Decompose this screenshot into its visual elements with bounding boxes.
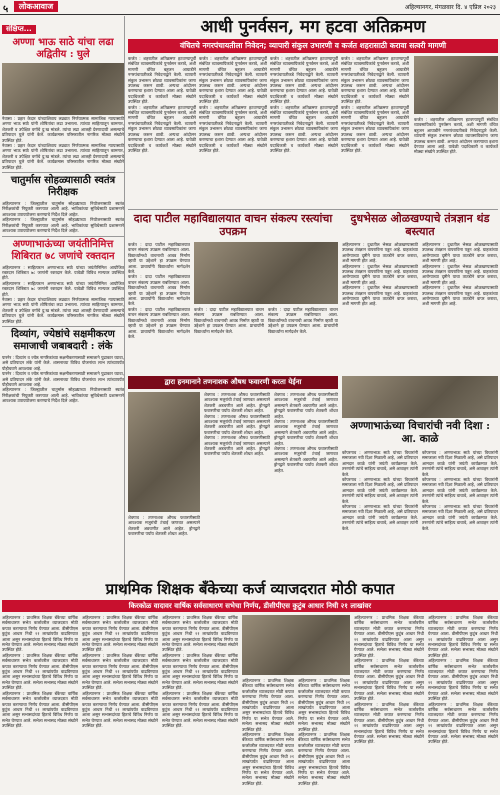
brief-headline-3: अण्णाभाऊंच्या जयंतीनिमित्त शिबिरात ७८ जणांचे रक्तदान xyxy=(2,236,124,263)
bottom-col-3 xyxy=(162,615,238,793)
annabhau-photo xyxy=(342,376,498,418)
lead-photo xyxy=(414,56,498,114)
bottom-text-3c: अहिल्यानगर : प्राथमिक शिक्षक बँकेच्या वार्षिक सर्वसाधारण सभेत कर्जावरील व्याजदरात मोठी कपात करण्याचा निर्णय घेण्यात आला. डीसीपीएस कुटुंब आधार निधी २१ लाखांपर्यंत वाढविण्यात आला असून सभासदांच्या हिताचे विविध निर्णय या सभेत घेण्यात आले. सभेला सभासद मोठ्या संख्येने उपस्थित होते. xyxy=(162,690,238,729)
dwara-text-1c: शेवगाव : तणनाशक औषध फवारणीसाठी आवश्यक मजुरांची टंचाई जाणवत असल्याने शेतकरी अडचणीत आले आहेत. ड्रोनद्वारे फवारणीचा पर्याय शेतकरी शोधत आहेत. xyxy=(204,435,270,457)
brief-text-4b: पारनेर : दिव्यांग व ज्येष्ठ नागरिकांच्या सक्षमीकरणासाठी समाजाने पुढाकार घ्यावा, असे प्रतिपादन लंके यांनी केले. शासनाच्या विविध योजनांचा लाभ त्यांच्यापर्यंत पोहोचवणे आवश्यक आहे. xyxy=(2,371,124,387)
brief-text-4: पारनेर : दिव्यांग व ज्येष्ठ नागरिकांच्या सक्षमीकरणासाठी समाजाने पुढाकार घ्यावा, असे प्रतिपादन लंके यांनी केले. शासनाच्या विविध योजनांचा लाभ त्यांच्यापर्यंत पोहोचवणे आवश्यक आहे. xyxy=(2,354,124,371)
divider xyxy=(128,209,498,210)
bottom-headline: प्राथमिक शिक्षक बँकेच्या कर्ज व्याजदरात मोठी कपात xyxy=(105,580,395,598)
left-briefs-column xyxy=(2,16,125,596)
lead-col-5 xyxy=(414,117,498,207)
masthead xyxy=(0,0,500,15)
doodh-text-2b: अहिल्यानगर : दुधातील भेसळ ओळखण्यासाठी उपलब्ध तंत्रज्ञान वापराविना पडून आहे. ग्राहकांच्या आरोग्याच्या दृष्टीने याचा तातडीने वापर करावा, अशी मागणी होत आहे. xyxy=(422,263,498,285)
bottom-col-4 xyxy=(242,678,294,793)
bottom-photo xyxy=(242,615,350,675)
bottom-text-2c: अहिल्यानगर : प्राथमिक शिक्षक बँकेच्या वार्षिक सर्वसाधारण सभेत कर्जावरील व्याजदरात मोठी कपात करण्याचा निर्णय घेण्यात आला. डीसीपीएस कुटुंब आधार निधी २१ लाखांपर्यंत वाढविण्यात आला असून सभासदांच्या हिताचे विविध निर्णय या सभेत घेण्यात आले. सभेला सभासद मोठ्या संख्येने उपस्थित होते. xyxy=(82,690,158,729)
annabhau-headline: अण्णाभाऊंच्या विचारांची नवी दिशा : आ. काळे xyxy=(349,420,490,445)
bottom-text-6: अहिल्यानगर : प्राथमिक शिक्षक बँकेच्या वार्षिक सर्वसाधारण सभेत कर्जावरील व्याजदरात मोठी कपात करण्याचा निर्णय घेण्यात आला. डीसीपीएस कुटुंब आधार निधी २१ लाखांपर्यंत वाढविण्यात आला असून सभासदांच्या हिताचे विविध निर्णय या सभेत घेण्यात आले. सभेला सभासद मोठ्या संख्येने उपस्थित होते. xyxy=(354,615,424,658)
lead-col-3 xyxy=(270,56,338,206)
brief-text-4c: अहिल्यानगर : जिल्ह्यातील चातुर्मास सोहळ्याच्या नियोजनासाठी स्वतंत्र निरीक्षकांची नियुक्ती करण्यात आली आहे. भाविकांच्या सुविधेसाठी प्रशासनाने आवश्यक उपाययोजना करण्याचे निर्देश दिले आहेत. xyxy=(2,387,124,404)
lead-headline: आधी पुनर्वसन, मग हटवा अतिक्रमण xyxy=(200,17,426,37)
brief-text-1: नेवासा : प्रहार केदार यांच्याशिवाय लढ्यात निर्णयात्मक सामाजिक न्यायासाठी अण्णा भाऊ साठे यांनी शोषितांचा लढा उभारला. त्यांच्या साहित्यातून कामगार, शेतकरी व उपेक्षित वर्गाचे दु:ख मांडले. त्यांचा लढा आजही प्रेरणादायी असल्याचे प्रतिपादन घुले यांनी केले. कार्यक्रमास परिसरातील नागरिक मोठ्या संख्येने उपस्थित होते. xyxy=(2,116,124,143)
bottom-text-6c: अहिल्यानगर : प्राथमिक शिक्षक बँकेच्या वार्षिक सर्वसाधारण सभेत कर्जावरील व्याजदरात मोठी कपात करण्याचा निर्णय घेण्यात आला. डीसीपीएस कुटुंब आधार निधी २१ लाखांपर्यंत वाढविण्यात आला असून सभासदांच्या हिताचे विविध निर्णय या सभेत घेण्यात आले. सभेला सभासद मोठ्या संख्येने उपस्थित होते. xyxy=(354,701,424,745)
brief-text-2: अहिल्यानगर : जिल्ह्यातील चातुर्मास सोहळ्याच्या नियोजनासाठी स्वतंत्र निरीक्षकांची नियुक्ती करण्यात आली आहे. भाविकांच्या सुविधेसाठी प्रशासनाने आवश्यक उपाययोजना करण्याचे निर्देश दिले आहेत. xyxy=(2,201,124,217)
brief-headline-1: अण्णा भाऊ साठे यांचा लढा अद्वितीय : घुले xyxy=(12,37,114,60)
lead-text-2b: कर्जत : शहरातील अतिक्रमण हटवण्यापूर्वी संबंधित व्यावसायिकांचे पुनर्वसन करावे, अशी मागणी वंचित बहुजन आघाडीने नगरपंचायतीकडे निवेदनाद्वारे केली. व्यापारी संकुल उभारून छोट्या व्यावसायिकांना जागा उपलब्ध करून द्यावी. अन्यथा आंदोलन करण्याचा इशारा देण्यात आला आहे. यावेळी पदाधिकारी व कार्यकर्ते मोठ्या संख्येने उपस्थित होते. xyxy=(199,104,267,153)
lead-text-3b: कर्जत : शहरातील अतिक्रमण हटवण्यापूर्वी संबंधित व्यावसायिकांचे पुनर्वसन करावे, अशी मागणी वंचित बहुजन आघाडीने नगरपंचायतीकडे निवेदनाद्वारे केली. व्यापारी संकुल उभारून छोट्या व्यावसायिकांना जागा उपलब्ध करून द्यावी. अन्यथा आंदोलन करण्याचा इशारा देण्यात आला आहे. यावेळी पदाधिकारी व कार्यकर्ते मोठ्या संख्येने उपस्थित होते. xyxy=(270,104,338,153)
brief-text-3: अहिल्यानगर : साहित्यरत्न अण्णाभाऊ साठे यांच्या जयंतीनिमित्त आयोजित रक्तदान शिबिरात ७८ जणांनी रक्तदान केले. यावेळी विविध मान्यवर उपस्थित होते. xyxy=(2,264,124,281)
lead-col-2 xyxy=(199,56,267,206)
newspaper-logo: लोकआवाज xyxy=(14,1,58,12)
bottom-text-5: अहिल्यानगर : प्राथमिक शिक्षक बँकेच्या वार्षिक सर्वसाधारण सभेत कर्जावरील व्याजदरात मोठी कपात करण्याचा निर्णय घेण्यात आला. डीसीपीएस कुटुंब आधार निधी २१ लाखांपर्यंत वाढविण्यात आला असून सभासदांच्या हिताचे विविध निर्णय या सभेत घेण्यात आले. सभेला सभासद मोठ्या संख्येने उपस्थित होते. xyxy=(298,678,350,732)
dwara-photo xyxy=(128,392,200,512)
brief-photo-1 xyxy=(2,63,124,115)
doodh-text-2: अहिल्यानगर : दुधातील भेसळ ओळखण्यासाठी उपलब्ध तंत्रज्ञान वापराविना पडून आहे. ग्राहकांच्या आरोग्याच्या दृष्टीने याचा तातडीने वापर करावा, अशी मागणी होत आहे. xyxy=(422,242,498,264)
annabhau-col-1 xyxy=(342,450,418,598)
dada-col-1 xyxy=(128,242,190,372)
bottom-text-7c: अहिल्यानगर : प्राथमिक शिक्षक बँकेच्या वार्षिक सर्वसाधारण सभेत कर्जावरील व्याजदरात मोठी कपात करण्याचा निर्णय घेण्यात आला. डीसीपीएस कुटुंब आधार निधी २१ लाखांपर्यंत वाढविण्यात आला असून सभासदांच्या हिताचे विविध निर्णय या सभेत घेण्यात आले. सभेला सभासद मोठ्या संख्येने उपस्थित होते. xyxy=(428,701,498,745)
dwara-headline: द्वारा हनमानाने तणनाशक औषध फवारणी करता येईना xyxy=(128,376,338,389)
lead-col-4 xyxy=(341,56,409,206)
annabhau-text-2: कोपरगाव : अण्णाभाऊ साठे यांच्या विचारांनी समाजाला नवी दिशा मिळाली आहे, असे प्रतिपादन आमदार काळे यांनी जयंती कार्यक्रमात केले. तरुणांनी त्यांचे साहित्य वाचावे, असे आवाहन त्यांनी केले. xyxy=(422,450,498,477)
section-tag: संक्षिप्त... xyxy=(2,25,36,34)
doodh-text-2c: अहिल्यानगर : दुधातील भेसळ ओळखण्यासाठी उपलब्ध तंत्रज्ञान वापराविना पडून आहे. ग्राहकांच्या आरोग्याच्या दृष्टीने याचा तातडीने वापर करावा, अशी मागणी होत आहे. xyxy=(422,285,498,307)
bottom-col-5 xyxy=(298,678,350,793)
bottom-text-3b: अहिल्यानगर : प्राथमिक शिक्षक बँकेच्या वार्षिक सर्वसाधारण सभेत कर्जावरील व्याजदरात मोठी कपात करण्याचा निर्णय घेण्यात आला. डीसीपीएस कुटुंब आधार निधी २१ लाखांपर्यंत वाढविण्यात आला असून सभासदांच्या हिताचे विविध निर्णय या सभेत घेण्यात आले. सभेला सभासद मोठ्या संख्येने उपस्थित होते. xyxy=(162,652,238,691)
bottom-strap: किरकोळ वादावर वार्षिक सर्वसाधारण सभेचा निर्णय, डीसीपीएस कुटुंब आधार निधी २१ लाखांवर xyxy=(2,600,498,612)
bottom-text-2b: अहिल्यानगर : प्राथमिक शिक्षक बँकेच्या वार्षिक सर्वसाधारण सभेत कर्जावरील व्याजदरात मोठी कपात करण्याचा निर्णय घेण्यात आला. डीसीपीएस कुटुंब आधार निधी २१ लाखांपर्यंत वाढविण्यात आला असून सभासदांच्या हिताचे विविध निर्णय या सभेत घेण्यात आले. सभेला सभासद मोठ्या संख्येने उपस्थित होते. xyxy=(82,652,158,691)
dada-headline: दादा पाटील महाविद्यालयात वाचन संकल्प रस्त्यांचा उपक्रम xyxy=(133,212,333,238)
dada-text-3: कर्जत : दादा पाटील महाविद्यालयात वाचन संकल्प उपक्रम राबविण्यात आला. विद्यार्थ्यांमध्ये वाचनाची आवड निर्माण व्हावी या उद्देशाने हा उपक्रम घेण्यात आला. प्राचार्यांनी विद्यार्थ्यांना मार्गदर्शन केले. xyxy=(268,307,338,334)
lead-text-1b: कर्जत : शहरातील अतिक्रमण हटवण्यापूर्वी संबंधित व्यावसायिकांचे पुनर्वसन करावे, अशी मागणी वंचित बहुजन आघाडीने नगरपंचायतीकडे निवेदनाद्वारे केली. व्यापारी संकुल उभारून छोट्या व्यावसायिकांना जागा उपलब्ध करून द्यावी. अन्यथा आंदोलन करण्याचा इशारा देण्यात आला आहे. यावेळी पदाधिकारी व कार्यकर्ते मोठ्या संख्येने उपस्थित होते. xyxy=(128,104,196,153)
lead-text-4: कर्जत : शहरातील अतिक्रमण हटवण्यापूर्वी संबंधित व्यावसायिकांचे पुनर्वसन करावे, अशी मागणी वंचित बहुजन आघाडीने नगरपंचायतीकडे निवेदनाद्वारे केली. व्यापारी संकुल उभारून छोट्या व्यावसायिकांना जागा उपलब्ध करून द्यावी. अन्यथा आंदोलन करण्याचा इशारा देण्यात आला आहे. यावेळी पदाधिकारी व कार्यकर्ते मोठ्या संख्येने उपस्थित होते. xyxy=(341,56,409,105)
lead-text-2: कर्जत : शहरातील अतिक्रमण हटवण्यापूर्वी संबंधित व्यावसायिकांचे पुनर्वसन करावे, अशी मागणी वंचित बहुजन आघाडीने नगरपंचायतीकडे निवेदनाद्वारे केली. व्यापारी संकुल उभारून छोट्या व्यावसायिकांना जागा उपलब्ध करून द्यावी. अन्यथा आंदोलन करण्याचा इशारा देण्यात आला आहे. यावेळी पदाधिकारी व कार्यकर्ते मोठ्या संख्येने उपस्थित होते. xyxy=(199,56,267,105)
dwara-text-2c: शेवगाव : तणनाशक औषध फवारणीसाठी आवश्यक मजुरांची टंचाई जाणवत असल्याने शेतकरी अडचणीत आले आहेत. ड्रोनद्वारे फवारणीचा पर्याय शेतकरी शोधत आहेत. xyxy=(274,446,338,473)
bottom-text-7b: अहिल्यानगर : प्राथमिक शिक्षक बँकेच्या वार्षिक सर्वसाधारण सभेत कर्जावरील व्याजदरात मोठी कपात करण्याचा निर्णय घेण्यात आला. डीसीपीएस कुटुंब आधार निधी २१ लाखांपर्यंत वाढविण्यात आला असून सभासदांच्या हिताचे विविध निर्णय या सभेत घेण्यात आले. सभेला सभासद मोठ्या संख्येने उपस्थित होते. xyxy=(428,658,498,702)
bottom-text-1: अहिल्यानगर : प्राथमिक शिक्षक बँकेच्या वार्षिक सर्वसाधारण सभेत कर्जावरील व्याजदरात मोठी कपात करण्याचा निर्णय घेण्यात आला. डीसीपीएस कुटुंब आधार निधी २१ लाखांपर्यंत वाढविण्यात आला असून सभासदांच्या हिताचे विविध निर्णय या सभेत घेण्यात आले. सभेला सभासद मोठ्या संख्येने उपस्थित होते. xyxy=(2,615,78,653)
bottom-text-1c: अहिल्यानगर : प्राथमिक शिक्षक बँकेच्या वार्षिक सर्वसाधारण सभेत कर्जावरील व्याजदरात मोठी कपात करण्याचा निर्णय घेण्यात आला. डीसीपीएस कुटुंब आधार निधी २१ लाखांपर्यंत वाढविण्यात आला असून सभासदांच्या हिताचे विविध निर्णय या सभेत घेण्यात आले. सभेला सभासद मोठ्या संख्येने उपस्थित होते. xyxy=(2,690,78,729)
lead-text-1: कर्जत : शहरातील अतिक्रमण हटवण्यापूर्वी संबंधित व्यावसायिकांचे पुनर्वसन करावे, अशी मागणी वंचित बहुजन आघाडीने नगरपंचायतीकडे निवेदनाद्वारे केली. व्यापारी संकुल उभारून छोट्या व्यावसायिकांना जागा उपलब्ध करून द्यावी. अन्यथा आंदोलन करण्याचा इशारा देण्यात आला आहे. यावेळी पदाधिकारी व कार्यकर्ते मोठ्या संख्येने उपस्थित होते. xyxy=(128,56,196,105)
dada-text-1c: कर्जत : दादा पाटील महाविद्यालयात वाचन संकल्प उपक्रम राबविण्यात आला. विद्यार्थ्यांमध्ये वाचनाची आवड निर्माण व्हावी या उद्देशाने हा उपक्रम घेण्यात आला. प्राचार्यांनी विद्यार्थ्यांना मार्गदर्शन केले. xyxy=(128,306,190,339)
bottom-text-1b: अहिल्यानगर : प्राथमिक शिक्षक बँकेच्या वार्षिक सर्वसाधारण सभेत कर्जावरील व्याजदरात मोठी कपात करण्याचा निर्णय घेण्यात आला. डीसीपीएस कुटुंब आधार निधी २१ लाखांपर्यंत वाढविण्यात आला असून सभासदांच्या हिताचे विविध निर्णय या सभेत घेण्यात आले. सभेला सभासद मोठ्या संख्येने उपस्थित होते. xyxy=(2,652,78,691)
annabhau-text-2b: कोपरगाव : अण्णाभाऊ साठे यांच्या विचारांनी समाजाला नवी दिशा मिळाली आहे, असे प्रतिपादन आमदार काळे यांनी जयंती कार्यक्रमात केले. तरुणांनी त्यांचे साहित्य वाचावे, असे आवाहन त्यांनी केले. xyxy=(422,477,498,504)
dada-text-1: कर्जत : दादा पाटील महाविद्यालयात वाचन संकल्प उपक्रम राबविण्यात आला. विद्यार्थ्यांमध्ये वाचनाची आवड निर्माण व्हावी या उद्देशाने हा उपक्रम घेण्यात आला. प्राचार्यांनी विद्यार्थ्यांना मार्गदर्शन केले. xyxy=(128,242,190,275)
bottom-text-4: अहिल्यानगर : प्राथमिक शिक्षक बँकेच्या वार्षिक सर्वसाधारण सभेत कर्जावरील व्याजदरात मोठी कपात करण्याचा निर्णय घेण्यात आला. डीसीपीएस कुटुंब आधार निधी २१ लाखांपर्यंत वाढविण्यात आला असून सभासदांच्या हिताचे विविध निर्णय या सभेत घेण्यात आले. सभेला सभासद मोठ्या संख्येने उपस्थित होते. xyxy=(242,678,294,732)
bottom-col-1 xyxy=(2,615,78,793)
doodh-text-1c: अहिल्यानगर : दुधातील भेसळ ओळखण्यासाठी उपलब्ध तंत्रज्ञान वापराविना पडून आहे. ग्राहकांच्या आरोग्याच्या दृष्टीने याचा तातडीने वापर करावा, अशी मागणी होत आहे. xyxy=(342,285,418,307)
bottom-text-7: अहिल्यानगर : प्राथमिक शिक्षक बँकेच्या वार्षिक सर्वसाधारण सभेत कर्जावरील व्याजदरात मोठी कपात करण्याचा निर्णय घेण्यात आला. डीसीपीएस कुटुंब आधार निधी २१ लाखांपर्यंत वाढविण्यात आला असून सभासदांच्या हिताचे विविध निर्णय या सभेत घेण्यात आले. सभेला सभासद मोठ्या संख्येने उपस्थित होते. xyxy=(428,615,498,658)
dada-photo xyxy=(194,242,338,304)
page-number: ५ xyxy=(3,4,9,15)
lead-text-3: कर्जत : शहरातील अतिक्रमण हटवण्यापूर्वी संबंधित व्यावसायिकांचे पुनर्वसन करावे, अशी मागणी वंचित बहुजन आघाडीने नगरपंचायतीकडे निवेदनाद्वारे केली. व्यापारी संकुल उभारून छोट्या व्यावसायिकांना जागा उपलब्ध करून द्यावी. अन्यथा आंदोलन करण्याचा इशारा देण्यात आला आहे. यावेळी पदाधिकारी व कार्यकर्ते मोठ्या संख्येने उपस्थित होते. xyxy=(270,56,338,105)
annabhau-text-1: कोपरगाव : अण्णाभाऊ साठे यांच्या विचारांनी समाजाला नवी दिशा मिळाली आहे, असे प्रतिपादन आमदार काळे यांनी जयंती कार्यक्रमात केले. तरुणांनी त्यांचे साहित्य वाचावे, असे आवाहन त्यांनी केले. xyxy=(342,450,418,477)
brief-headline-4: दिव्यांग, ज्येष्ठांचे सक्षमीकरण समाजाची जबाबदारी : लंके xyxy=(2,326,124,353)
annabhau-text-1b: कोपरगाव : अण्णाभाऊ साठे यांच्या विचारांनी समाजाला नवी दिशा मिळाली आहे, असे प्रतिपादन आमदार काळे यांनी जयंती कार्यक्रमात केले. तरुणांनी त्यांचे साहित्य वाचावे, असे आवाहन त्यांनी केले. xyxy=(342,477,418,504)
dwara-text-3: शेवगाव : तणनाशक औषध फवारणीसाठी आवश्यक मजुरांची टंचाई जाणवत असल्याने शेतकरी अडचणीत आले आहेत. ड्रोनद्वारे फवारणीचा पर्याय शेतकरी शोधत आहेत. xyxy=(128,515,200,537)
dwara-text-2: शेवगाव : तणनाशक औषध फवारणीसाठी आवश्यक मजुरांची टंचाई जाणवत असल्याने शेतकरी अडचणीत आले आहेत. ड्रोनद्वारे फवारणीचा पर्याय शेतकरी शोधत आहेत. xyxy=(274,392,338,419)
bottom-col-6 xyxy=(354,615,424,793)
bottom-text-3: अहिल्यानगर : प्राथमिक शिक्षक बँकेच्या वार्षिक सर्वसाधारण सभेत कर्जावरील व्याजदरात मोठी कपात करण्याचा निर्णय घेण्यात आला. डीसीपीएस कुटुंब आधार निधी २१ लाखांपर्यंत वाढविण्यात आला असून सभासदांच्या हिताचे विविध निर्णय या सभेत घेण्यात आले. सभेला सभासद मोठ्या संख्येने उपस्थित होते. xyxy=(162,615,238,653)
bottom-text-2: अहिल्यानगर : प्राथमिक शिक्षक बँकेच्या वार्षिक सर्वसाधारण सभेत कर्जावरील व्याजदरात मोठी कपात करण्याचा निर्णय घेण्यात आला. डीसीपीएस कुटुंब आधार निधी २१ लाखांपर्यंत वाढविण्यात आला असून सभासदांच्या हिताचे विविध निर्णय या सभेत घेण्यात आले. सभेला सभासद मोठ्या संख्येने उपस्थित होते. xyxy=(82,615,158,653)
dada-col-2 xyxy=(194,307,264,373)
bottom-col-7 xyxy=(428,615,498,793)
brief-text-3c: नेवासा : प्रहार केदार यांच्याशिवाय लढ्यात निर्णयात्मक सामाजिक न्यायासाठी अण्णा भाऊ साठे यांनी शोषितांचा लढा उभारला. त्यांच्या साहित्यातून कामगार, शेतकरी व उपेक्षित वर्गाचे दु:ख मांडले. त्यांचा लढा आजही प्रेरणादायी असल्याचे प्रतिपादन घुले यांनी केले. कार्यक्रमास परिसरातील नागरिक मोठ्या संख्येने उपस्थित होते. xyxy=(2,296,124,324)
brief-headline-2: चातुर्मास सोहळ्यासाठी स्वतंत्र निरीक्षक xyxy=(2,172,124,199)
dateline: अहिल्यानगर, मंगळवार दि. ४ एप्रिल २०२३ xyxy=(404,4,496,11)
dada-col-3 xyxy=(268,307,338,373)
doodh-text-1: अहिल्यानगर : दुधातील भेसळ ओळखण्यासाठी उपलब्ध तंत्रज्ञान वापराविना पडून आहे. ग्राहकांच्या आरोग्याच्या दृष्टीने याचा तातडीने वापर करावा, अशी मागणी होत आहे. xyxy=(342,242,418,264)
brief-text-2b: अहिल्यानगर : जिल्ह्यातील चातुर्मास सोहळ्याच्या नियोजनासाठी स्वतंत्र निरीक्षकांची नियुक्ती करण्यात आली आहे. भाविकांच्या सुविधेसाठी प्रशासनाने आवश्यक उपाययोजना करण्याचे निर्देश दिले आहेत. xyxy=(2,217,124,234)
brief-text-3b: अहिल्यानगर : साहित्यरत्न अण्णाभाऊ साठे यांच्या जयंतीनिमित्त आयोजित रक्तदान शिबिरात ७८ जणांनी रक्तदान केले. यावेळी विविध मान्यवर उपस्थित होते. xyxy=(2,280,124,297)
bottom-col-2 xyxy=(82,615,158,793)
annabhau-col-2 xyxy=(422,450,498,598)
lead-strap: वंचितचे नगरपंचायतीला निवेदन; व्यापारी संकुल उभारणी व कर्जत शहरासाठी करावा सत्वरी मागणी xyxy=(128,39,498,53)
lead-text-4b: कर्जत : शहरातील अतिक्रमण हटवण्यापूर्वी संबंधित व्यावसायिकांचे पुनर्वसन करावे, अशी मागणी वंचित बहुजन आघाडीने नगरपंचायतीकडे निवेदनाद्वारे केली. व्यापारी संकुल उभारून छोट्या व्यावसायिकांना जागा उपलब्ध करून द्यावी. अन्यथा आंदोलन करण्याचा इशारा देण्यात आला आहे. यावेळी पदाधिकारी व कार्यकर्ते मोठ्या संख्येने उपस्थित होते. xyxy=(341,104,409,153)
dwara-text-1b: शेवगाव : तणनाशक औषध फवारणीसाठी आवश्यक मजुरांची टंचाई जाणवत असल्याने शेतकरी अडचणीत आले आहेत. ड्रोनद्वारे फवारणीचा पर्याय शेतकरी शोधत आहेत. xyxy=(204,413,270,435)
doodh-headline: दुधभेसळ ओळखण्याचे तंत्रज्ञान थंड बस्त्यात xyxy=(350,212,490,238)
dwara-col-1 xyxy=(204,392,270,597)
dwara-text-2b: शेवगाव : तणनाशक औषध फवारणीसाठी आवश्यक मजुरांची टंचाई जाणवत असल्याने शेतकरी अडचणीत आले आहेत. ड्रोनद्वारे फवारणीचा पर्याय शेतकरी शोधत आहेत. xyxy=(274,419,338,446)
bottom-text-6b: अहिल्यानगर : प्राथमिक शिक्षक बँकेच्या वार्षिक सर्वसाधारण सभेत कर्जावरील व्याजदरात मोठी कपात करण्याचा निर्णय घेण्यात आला. डीसीपीएस कुटुंब आधार निधी २१ लाखांपर्यंत वाढविण्यात आला असून सभासदांच्या हिताचे विविध निर्णय या सभेत घेण्यात आले. सभेला सभासद मोठ्या संख्येने उपस्थित होते. xyxy=(354,658,424,702)
bottom-text-5b: अहिल्यानगर : प्राथमिक शिक्षक बँकेच्या वार्षिक सर्वसाधारण सभेत कर्जावरील व्याजदरात मोठी कपात करण्याचा निर्णय घेण्यात आला. डीसीपीएस कुटुंब आधार निधी २१ लाखांपर्यंत वाढविण्यात आला असून सभासदांच्या हिताचे विविध निर्णय या सभेत घेण्यात आले. सभेला सभासद मोठ्या संख्येने उपस्थित होते. xyxy=(298,732,350,786)
annabhau-text-2c: कोपरगाव : अण्णाभाऊ साठे यांच्या विचारांनी समाजाला नवी दिशा मिळाली आहे, असे प्रतिपादन आमदार काळे यांनी जयंती कार्यक्रमात केले. तरुणांनी त्यांचे साहित्य वाचावे, असे आवाहन त्यांनी केले. xyxy=(422,504,498,531)
annabhau-text-1c: कोपरगाव : अण्णाभाऊ साठे यांच्या विचारांनी समाजाला नवी दिशा मिळाली आहे, असे प्रतिपादन आमदार काळे यांनी जयंती कार्यक्रमात केले. तरुणांनी त्यांचे साहित्य वाचावे, असे आवाहन त्यांनी केले. xyxy=(342,504,418,531)
dwara-text-1: शेवगाव : तणनाशक औषध फवारणीसाठी आवश्यक मजुरांची टंचाई जाणवत असल्याने शेतकरी अडचणीत आले आहेत. ड्रोनद्वारे फवारणीचा पर्याय शेतकरी शोधत आहेत. xyxy=(204,392,270,414)
dada-text-1b: कर्जत : दादा पाटील महाविद्यालयात वाचन संकल्प उपक्रम राबविण्यात आला. विद्यार्थ्यांमध्ये वाचनाची आवड निर्माण व्हावी या उद्देशाने हा उपक्रम घेण्यात आला. प्राचार्यांनी विद्यार्थ्यांना मार्गदर्शन केले. xyxy=(128,274,190,307)
dada-text-2: कर्जत : दादा पाटील महाविद्यालयात वाचन संकल्प उपक्रम राबविण्यात आला. विद्यार्थ्यांमध्ये वाचनाची आवड निर्माण व्हावी या उद्देशाने हा उपक्रम घेण्यात आला. प्राचार्यांनी विद्यार्थ्यांना मार्गदर्शन केले. xyxy=(194,307,264,334)
doodh-col-1 xyxy=(342,242,418,372)
lead-col-1 xyxy=(128,56,196,206)
dwara-col-2 xyxy=(274,392,338,597)
doodh-text-1b: अहिल्यानगर : दुधातील भेसळ ओळखण्यासाठी उपलब्ध तंत्रज्ञान वापराविना पडून आहे. ग्राहकांच्या आरोग्याच्या दृष्टीने याचा तातडीने वापर करावा, अशी मागणी होत आहे. xyxy=(342,263,418,285)
brief-text-1b: नेवासा : प्रहार केदार यांच्याशिवाय लढ्यात निर्णयात्मक सामाजिक न्यायासाठी अण्णा भाऊ साठे यांनी शोषितांचा लढा उभारला. त्यांच्या साहित्यातून कामगार, शेतकरी व उपेक्षित वर्गाचे दु:ख मांडले. त्यांचा लढा आजही प्रेरणादायी असल्याचे प्रतिपादन घुले यांनी केले. कार्यक्रमास परिसरातील नागरिक मोठ्या संख्येने उपस्थित होते. xyxy=(2,143,124,170)
bottom-text-4b: अहिल्यानगर : प्राथमिक शिक्षक बँकेच्या वार्षिक सर्वसाधारण सभेत कर्जावरील व्याजदरात मोठी कपात करण्याचा निर्णय घेण्यात आला. डीसीपीएस कुटुंब आधार निधी २१ लाखांपर्यंत वाढविण्यात आला असून सभासदांच्या हिताचे विविध निर्णय या सभेत घेण्यात आले. सभेला सभासद मोठ्या संख्येने उपस्थित होते. xyxy=(242,732,294,786)
doodh-col-2 xyxy=(422,242,498,372)
lead-text-5: कर्जत : शहरातील अतिक्रमण हटवण्यापूर्वी संबंधित व्यावसायिकांचे पुनर्वसन करावे, अशी मागणी वंचित बहुजन आघाडीने नगरपंचायतीकडे निवेदनाद्वारे केली. व्यापारी संकुल उभारून छोट्या व्यावसायिकांना जागा उपलब्ध करून द्यावी. अन्यथा आंदोलन करण्याचा इशारा देण्यात आला आहे. यावेळी पदाधिकारी व कार्यकर्ते मोठ्या संख्येने उपस्थित होते. xyxy=(414,117,498,155)
